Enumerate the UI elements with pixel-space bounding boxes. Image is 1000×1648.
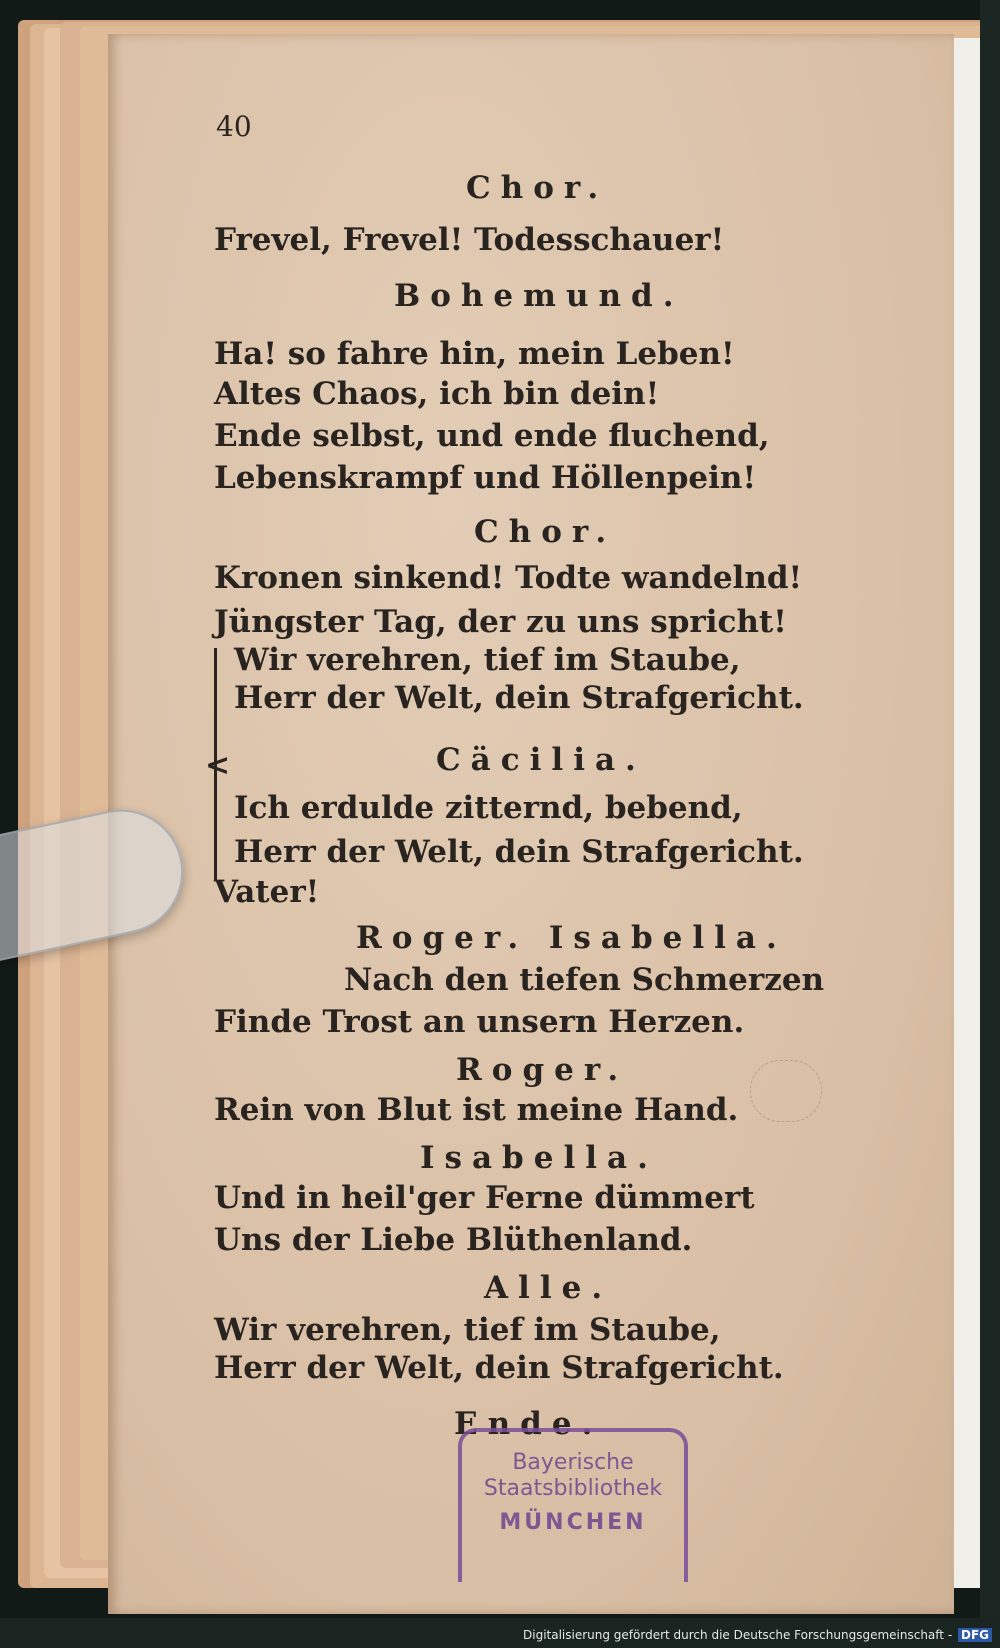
speaker-heading: Chor.: [474, 514, 617, 550]
verse-line: Ich erdulde zitternd, bebend,: [234, 790, 743, 826]
verse-line: Jüngster Tag, der zu uns spricht!: [214, 604, 787, 640]
stamp-line: Bayerische: [512, 1450, 634, 1475]
verse-line: Herr der Welt, dein Strafgericht.: [234, 680, 804, 716]
verse-line: Und in heil'ger Ferne dümmert: [214, 1180, 755, 1216]
library-stamp: [458, 1428, 688, 1582]
scan-border: [980, 0, 1000, 1648]
paper-stain: [750, 1060, 822, 1122]
verse-line: Herr der Welt, dein Strafgericht.: [214, 1350, 784, 1386]
verse-line: Rein von Blut ist meine Hand.: [214, 1092, 739, 1128]
speaker-heading: Isabella.: [420, 1140, 658, 1176]
speaker-heading: Chor.: [466, 170, 609, 206]
verse-line: Lebenskrampf und Höllenpein!: [214, 460, 757, 496]
speaker-heading: Cäcilia.: [436, 742, 646, 778]
verse-line: Finde Trost an unsern Herzen.: [214, 1004, 745, 1040]
verse-line: Ende selbst, und ende fluchend,: [214, 418, 770, 454]
verse-line: Wir verehren, tief im Staube,: [214, 1312, 721, 1348]
verse-line: Vater!: [214, 874, 320, 910]
speaker-heading: Alle.: [484, 1270, 613, 1306]
verse-line: Uns der Liebe Blüthenland.: [214, 1222, 693, 1258]
verse-line: Ha! so fahre hin, mein Leben!: [214, 336, 735, 372]
page-number: 40: [216, 110, 252, 143]
speaker-heading: Bohemund.: [394, 278, 684, 314]
credit-text: Digitalisierung gefördert durch die Deutsche Forschungsgemeinschaft -: [523, 1628, 953, 1642]
stamp-line: Staatsbibliothek: [483, 1476, 663, 1501]
right-page-edge: [953, 38, 980, 1588]
digitization-credit: [523, 1628, 992, 1642]
stamp-line: MÜNCHEN: [499, 1510, 647, 1535]
verse-line: Kronen sinkend! Todte wandelnd!: [214, 560, 803, 596]
speaker-heading: Roger.: [456, 1052, 629, 1088]
verse-line: Herr der Welt, dein Strafgericht.: [234, 834, 804, 870]
verse-line: Nach den tiefen Schmerzen: [344, 962, 825, 998]
verse-line: Frevel, Frevel! Todesschauer!: [214, 222, 725, 258]
verse-line: Altes Chaos, ich bin dein!: [214, 376, 660, 412]
verse-line: Wir verehren, tief im Staube,: [234, 642, 741, 678]
bracket-point: <: [205, 748, 231, 783]
dfg-logo: DFG: [958, 1628, 992, 1642]
speaker-heading: Roger. Isabella.: [356, 920, 787, 956]
end-heading: Ende.: [454, 1406, 603, 1442]
